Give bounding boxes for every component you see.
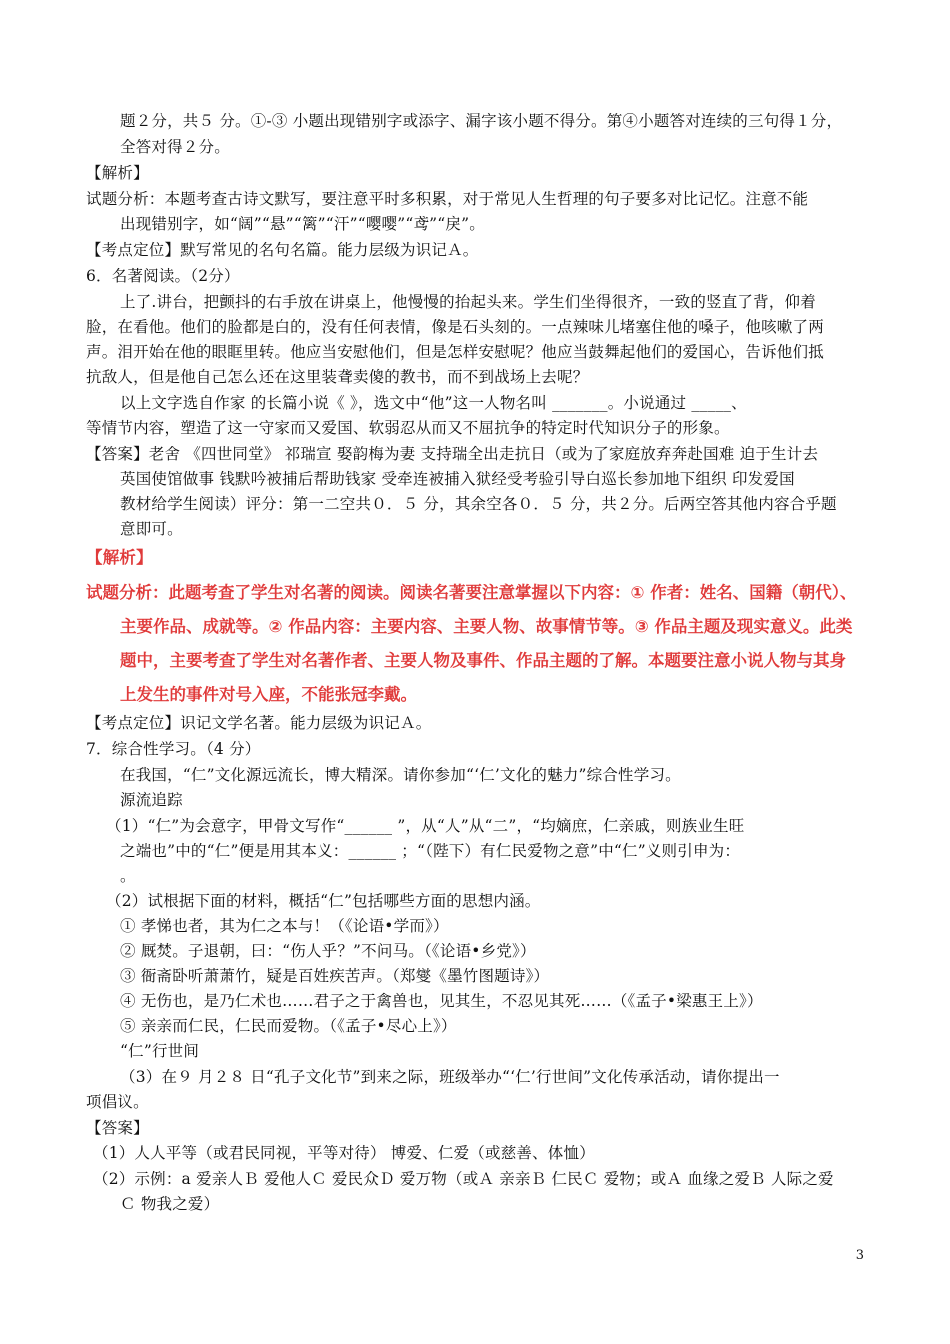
text-line: （3）在９ 月２８ 日“孔子文化节”到来之际，班级举办“‘仁’行世间”文化传承活动，请你提出一 xyxy=(120,1068,780,1086)
analysis-line-red: 上发生的事件对号入座，不能张冠李戴。 xyxy=(120,685,417,704)
text-line: “仁”行世间 xyxy=(120,1042,200,1060)
text-line: 题２分，共５ 分。①-③ 小题出现错别字或添字、漏字该小题不得分。第④小题答对连续的三句得１分， xyxy=(120,112,843,130)
answer-line: （1）人人平等（或君民同视，平等对待） 博爱、仁爱（或慈善、体恤） xyxy=(93,1144,595,1162)
page-number: 3 xyxy=(855,1248,864,1263)
section-heading: 【解析】 xyxy=(86,164,149,182)
answer-line: 教材给学生阅读）评分：第一二空共０．５ 分，其余空各０．５ 分，共２分。后两空答其他内容合乎题 xyxy=(120,495,837,513)
answer-line: 【答案】老舍 《四世同堂》 祁瑞宣 娶韵梅为妻 支持瑞全出走抗日（或为了家庭放弃奔赴国难 迫于生计去 xyxy=(86,445,819,463)
text-line: 。 xyxy=(120,867,136,885)
text-line: 等情节内容，塑造了这一守家而又爱国、软弱忍从而又不屈抗争的特定时代知识分子的形象。 xyxy=(86,419,730,437)
text-line: ⑤ 亲亲而仁民，仁民而爱物。（《孟子•尽心上》） xyxy=(120,1017,457,1035)
text-line: 试题分析：本题考查古诗文默写，要注意平时多积累，对于常见人生哲理的句子要多对比记忆。注意不能 xyxy=(86,190,809,208)
text-line: 之端也”中的“仁”便是用其本义：______ ；“（陛下）有仁民爱物之意”中“仁”义则引申为： xyxy=(120,842,741,860)
text-line: 脸，在看他。他们的脸都是白的，没有任何表情，像是石头刻的。一点辣味儿堵塞住他的嗓子，他咳嗽了两 xyxy=(86,318,824,336)
text-line: 源流追踪 xyxy=(120,791,183,809)
text-line: 在我国，“仁”文化源远流长，博大精深。请你参加“‘仁’文化的魅力”综合性学习。 xyxy=(120,766,681,784)
text-line: （1）“仁”为会意字，甲骨文写作“______ ”，从“人”从“二”，“均嫡庶，仁亲戚，则族业生旺 xyxy=(106,817,745,835)
text-line: ① 孝悌也者，其为仁之本与！（《论语•学而》） xyxy=(120,917,449,935)
analysis-line-red: 主要作品、成就等。② 作品内容：主要内容、主要人物、故事情节等。③ 作品主题及现实意义。此类 xyxy=(120,617,853,636)
question-heading: 6．名著阅读。（2分） xyxy=(86,267,240,285)
text-line: 抗敌人，但是他自己怎么还在这里装聋卖傻的教书，而不到战场上去呢？ xyxy=(86,368,589,386)
answer-heading: 【答案】 xyxy=(86,1119,149,1137)
text-line: 全答对得２分。 xyxy=(120,138,230,156)
text-line: 出现错别字，如“阔”“悬”“篱”“汗”“嘤嘤”“鸢”“戾”。 xyxy=(120,215,485,233)
answer-line: 意即可。 xyxy=(120,520,183,538)
question-heading: 7．综合性学习。（4 分） xyxy=(86,740,261,758)
text-line: 上了.讲台，把颤抖的右手放在讲桌上，他慢慢的抬起头来。学生们坐得很齐，一致的竖直了背，仰着 xyxy=(120,293,816,311)
text-line: ③ 衙斋卧听萧萧竹，疑是百姓疾苦声。（郑燮《墨竹图题诗》） xyxy=(120,967,550,985)
text-line: ④ 无伤也，是乃仁术也……君子之于禽兽也，见其生，不忍见其死……（《孟子•梁惠王上》） xyxy=(120,992,763,1010)
text-line: 声。泪开始在他的眼眶里转。他应当安慰他们，但是怎样安慰呢？他应当鼓舞起他们的爱国心，告诉他们抵 xyxy=(86,343,824,361)
text-line: 【考点定位】识记文学名著。能力层级为识记Ａ。 xyxy=(86,714,432,732)
answer-line: Ｃ 物我之爱） xyxy=(120,1195,220,1213)
analysis-heading-red: 【解析】 xyxy=(86,548,153,567)
answer-line: （2）示例：a 爱亲人Ｂ 爱他人Ｃ 爱民众Ｄ 爱万物（或Ａ 亲亲Ｂ 仁民Ｃ 爱物；或Ａ 血缘之爱Ｂ 人际之爱 xyxy=(93,1170,834,1188)
answer-line: 英国使馆做事 钱默吟被捕后帮助钱家 受牵连被捕入狱经受考验引导白巡长参加地下组织 印发爱国 xyxy=(120,470,795,488)
text-line: ② 厩焚。子退朝，曰：“伤人乎？”不问马。（《论语•乡党》） xyxy=(120,942,536,960)
analysis-line-red: 题中，主要考查了学生对名著作者、主要人物及事件、作品主题的了解。本题要注意小说人物与其身 xyxy=(120,651,846,670)
text-line: 【考点定位】默写常见的名句名篇。能力层级为识记Ａ。 xyxy=(86,241,479,259)
analysis-line-red: 试题分析：此题考查了学生对名著的阅读。阅读名著要注意掌握以下内容：① 作者：姓名、国籍（朝代）、 xyxy=(86,583,857,602)
text-line: 项倡议。 xyxy=(86,1093,149,1111)
text-line: 以上文字选自作家 的长篇小说《 》，选文中“他”这一人物名叫 _______。小说通过 _____、 xyxy=(120,394,747,412)
text-line: （2）试根据下面的材料，概括“仁”包括哪些方面的思想内涵。 xyxy=(106,892,541,910)
